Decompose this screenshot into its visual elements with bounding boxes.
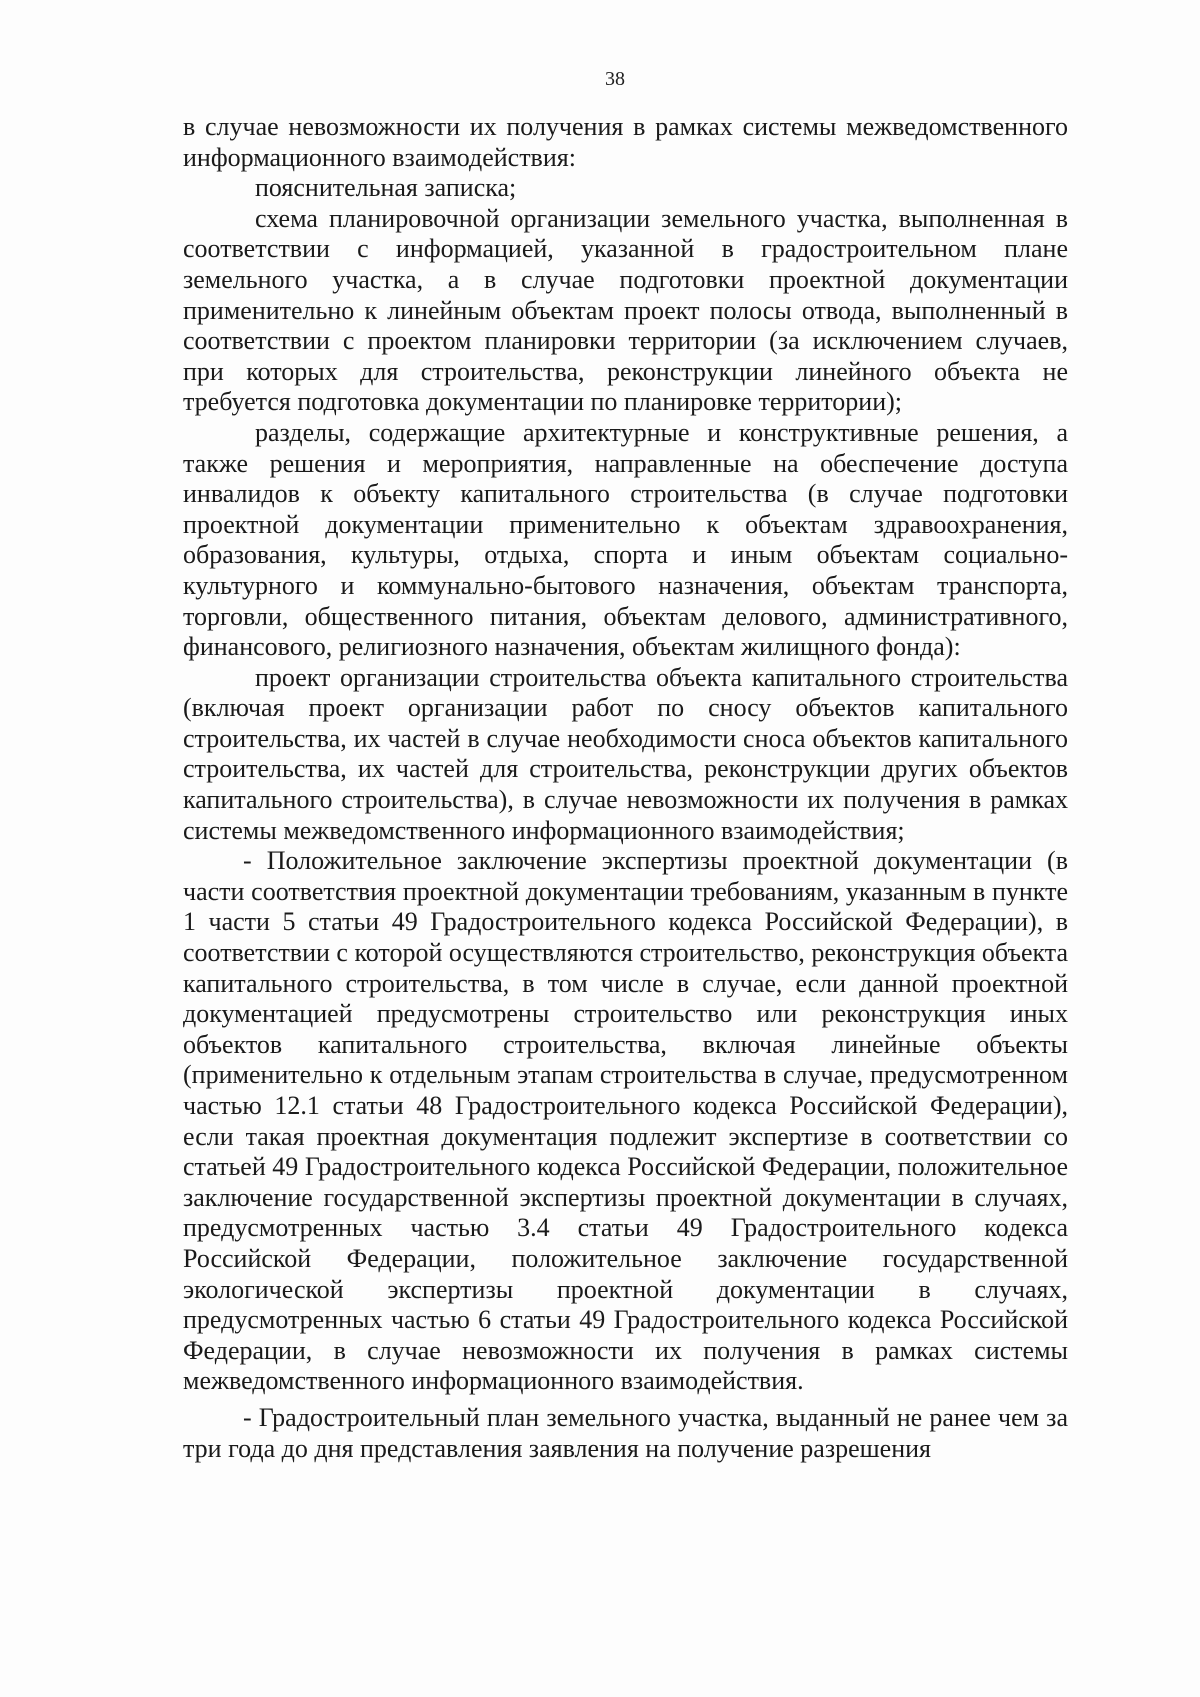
paragraph-urban-plan: - Градостроительный план земельного участка, выданный не ранее чем за три года до дня представления заявления на получение разрешения [183, 1402, 1068, 1463]
paragraph-site-plan: схема планировочной организации земельного участка, выполненная в соответствии с информацией, указанной в градостроительном плане земельного участка, а в случае подготовки проектной документации применительно к линейным объектам проект полосы отвода, выполненный в соответствии с проектом планировки территории (за исключением случаев, при которых для строительства, реконструкции линейного объекта не требуется подготовка документации по планировке территории); [183, 203, 1068, 417]
paragraph-positive-conclusion: - Положительное заключение экспертизы проектной документации (в части соответствия проектной документации требованиям, указанным в пункте 1 части 5 статьи 49 Градостроительного кодекса Российской Федерации), в соответствии с которой осуществляются строительство, реконструкция объекта капитального строительства, в том числе в случае, если данной проектной документацией предусмотрены строительство или реконструкция иных объектов капитального строительства, включая линейные объекты (применительно к отдельным этапам строительства в случае, предусмотренном частью 12.1 статьи 48 Градостроительного кодекса Российской Федерации), если такая проектная документация подлежит экспертизе в соответствии со статьей 49 Градостроительного кодекса Российской Федерации, положительное заключение государственной экспертизы проектной документации в случаях, предусмотренных частью 3.4 статьи 49 Градостроительного кодекса Российской Федерации, положительное заключение государственной экологической экспертизы проектной документации в случаях, предусмотренных частью 6 статьи 49 Градостроительного кодекса Российской Федерации, в случае невозможности их получения в рамках системы межведомственного информационного взаимодействия. [183, 846, 1068, 1396]
paragraph-explanatory-note: пояснительная записка; [255, 173, 517, 203]
document-body [183, 112, 1068, 1464]
paragraph-intro: в случае невозможности их получения в рамках системы межведомственного информационного взаимодействия: [183, 112, 1068, 172]
page-number: 38 [605, 68, 625, 90]
paragraph-construction-project: проект организации строительства объекта капитального строительства (включая проект организации работ по сносу объектов капитального строительства, их частей в случае необходимости сноса объектов капитального строительства, их частей для строительства, реконструкции других объектов капитального строительства), в случае невозможности их получения в рамках системы межведомственного информационного взаимодействия; [183, 662, 1068, 845]
paragraph-architectural-sections: разделы, содержащие архитектурные и конструктивные решения, а также решения и мероприятия, направленные на обеспечение доступа инвалидов к объекту капитального строительства (в случае подготовки проектной документации применительно к объектам здравоохранения, образования, культуры, отдыха, спорта и иным объектам социально-культурного и коммунально-бытового назначения, объектам транспорта, торговли, общественного питания, объектам делового, административного, финансового, религиозного назначения, объектам жилищного фонда): [183, 417, 1068, 662]
